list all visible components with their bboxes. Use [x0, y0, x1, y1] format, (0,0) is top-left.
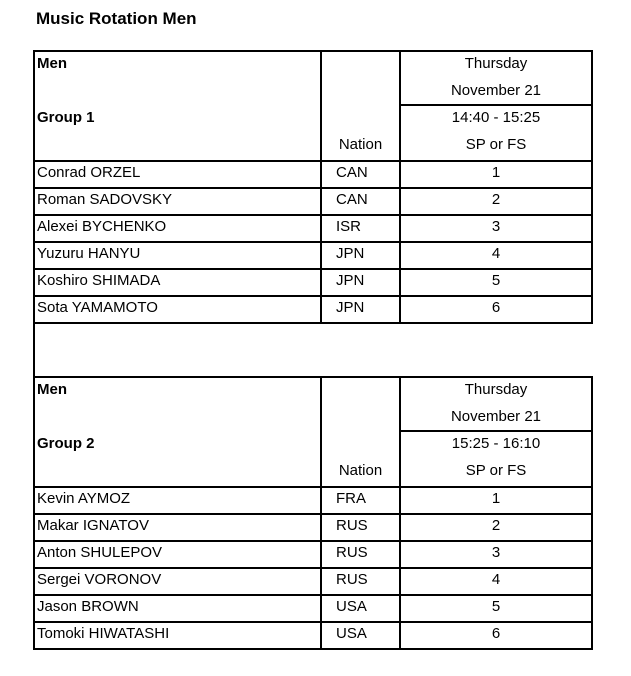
skater-name: Anton SHULEPOV	[37, 544, 163, 561]
row-line	[33, 187, 593, 189]
skater-name: Koshiro SHIMADA	[37, 272, 161, 289]
start-order: 3	[491, 544, 501, 561]
skater-nation: JPN	[336, 272, 365, 289]
nation-header: Nation	[338, 462, 383, 479]
start-order: 5	[491, 598, 501, 615]
row-line	[33, 268, 593, 270]
border-line	[399, 430, 593, 432]
start-order: 6	[491, 299, 501, 316]
start-order: 4	[491, 245, 501, 262]
group-label: Group 1	[37, 109, 95, 126]
skater-name: Kevin AYMOZ	[37, 490, 131, 507]
row-line	[33, 594, 593, 596]
skater-name: Makar IGNATOV	[37, 517, 149, 534]
row-line	[33, 214, 593, 216]
start-order: 5	[491, 272, 501, 289]
skater-nation: CAN	[336, 191, 368, 208]
row-line	[33, 241, 593, 243]
skater-nation: ISR	[336, 218, 362, 235]
date-label: November 21	[450, 408, 542, 425]
border-line	[33, 50, 593, 52]
border-line	[399, 104, 593, 106]
start-order: 1	[491, 490, 501, 507]
skater-name: Jason BROWN	[37, 598, 139, 615]
skater-name: Tomoki HIWATASHI	[37, 625, 170, 642]
page-title: Music Rotation Men	[36, 9, 197, 28]
row-line	[33, 295, 593, 297]
skater-nation: JPN	[336, 299, 365, 316]
skater-nation: USA	[336, 625, 367, 642]
date-label: November 21	[450, 82, 542, 99]
start-order: 2	[491, 517, 501, 534]
skater-name: Conrad ORZEL	[37, 164, 141, 181]
row-line	[33, 322, 593, 324]
skater-nation: RUS	[336, 517, 368, 534]
row-line	[33, 648, 593, 650]
border-line	[33, 376, 593, 378]
start-order: 2	[491, 191, 501, 208]
row-line	[33, 160, 593, 162]
skater-nation: RUS	[336, 571, 368, 588]
time-label: 15:25 - 16:10	[451, 435, 541, 452]
skater-nation: RUS	[336, 544, 368, 561]
category-label: Men	[37, 381, 67, 398]
skater-nation: FRA	[336, 490, 366, 507]
category-label: Men	[37, 55, 67, 72]
skater-name: Sergei VORONOV	[37, 571, 162, 588]
start-order: 4	[491, 571, 501, 588]
nation-header: Nation	[338, 136, 383, 153]
start-order: 1	[491, 164, 501, 181]
start-order: 3	[491, 218, 501, 235]
skater-name: Alexei BYCHENKO	[37, 218, 167, 235]
row-line	[33, 486, 593, 488]
order-header: SP or FS	[465, 462, 527, 479]
row-line	[33, 540, 593, 542]
group-label: Group 2	[37, 435, 95, 452]
day-label: Thursday	[464, 381, 528, 398]
group-table	[33, 50, 593, 324]
skater-name: Sota YAMAMOTO	[37, 299, 158, 316]
spacer-left-border	[33, 322, 35, 376]
row-line	[33, 621, 593, 623]
skater-name: Yuzuru HANYU	[37, 245, 141, 262]
group-table	[33, 376, 593, 650]
skater-nation: CAN	[336, 164, 368, 181]
skater-name: Roman SADOVSKY	[37, 191, 173, 208]
row-line	[33, 567, 593, 569]
start-order: 6	[491, 625, 501, 642]
order-header: SP or FS	[465, 136, 527, 153]
time-label: 14:40 - 15:25	[451, 109, 541, 126]
skater-nation: USA	[336, 598, 367, 615]
day-label: Thursday	[464, 55, 528, 72]
row-line	[33, 513, 593, 515]
skater-nation: JPN	[336, 245, 365, 262]
